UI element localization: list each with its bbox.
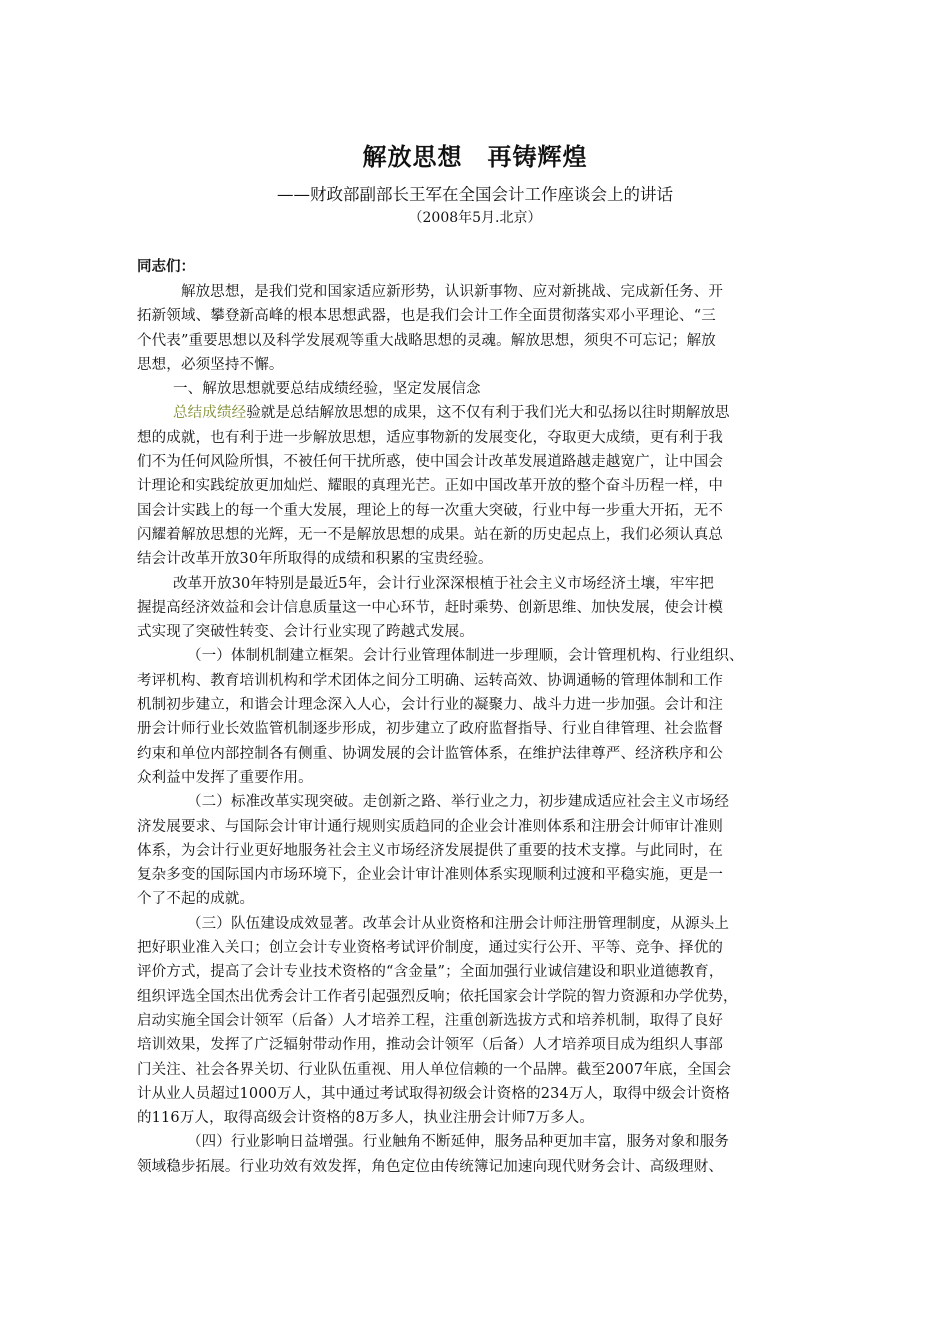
body-line: 体系，为会计行业更好地服务社会主义市场经济发展提供了重要的技术支撑。与此同时，在 <box>137 842 723 859</box>
body-line: 思想，必须坚持不懈。 <box>137 356 284 373</box>
body-line: 们不为任何风险所惧，不被任何干扰所惑，使中国会计改革发展道路越走越宽广，让中国会 <box>137 454 723 471</box>
body-line: 闪耀着解放思想的光辉，无一不是解放思想的成果。站在新的历史起点上，我们必须认真总 <box>137 526 723 543</box>
body-line: 培训效果，发挥了广泛辐射带动作用，推动会计领军（后备）人才培养项目成为组织人事部 <box>137 1037 723 1054</box>
body-line: 个了不起的成就。 <box>137 891 255 908</box>
highlighted-text: 总结成绩经 <box>173 405 247 422</box>
body-line: 解放思想，是我们党和国家适应新形势，认识新事物、应对新挑战、完成新任务、开 <box>181 284 724 300</box>
body-line: 把好职业准入关口；创立会计专业资格考试评价制度，通过实行公开、平等、竞争、择优的 <box>137 940 723 957</box>
body-line: 个代表”重要思想以及科学发展观等重大战略思想的灵魂。解放思想，须臾不可忘记；解放 <box>137 332 716 349</box>
document-date: （2008年5月.北京） <box>408 210 542 226</box>
salutation: 同志们： <box>137 258 195 275</box>
body-line: 门关注、社会各界关切、行业队伍重视、用人单位信赖的一个品牌。截至2007年底，全国会 <box>137 1061 732 1078</box>
body-line: 式实现了突破性转变、会计行业实现了跨越式发展。 <box>137 624 474 641</box>
body-line: 拓新领域、攀登新高峰的根本思想武器，也是我们会计工作全面贯彻落实邓小平理论、“三 <box>137 308 716 325</box>
body-line: （一）体制机制建立框架。会计行业管理体制进一步理顺，会计管理机构、行业组织、 <box>187 648 744 665</box>
document-title: 解放思想 再铸辉煌 <box>362 142 588 171</box>
body-line: 的116万人，取得高级会计资格的8万多人，执业注册会计师7万多人。 <box>137 1110 595 1127</box>
body-line: 结会计改革开放30年所取得的成绩和积累的宝贵经验。 <box>137 551 493 568</box>
body-line: 握提高经济效益和会计信息质量这一中心环节，赶时乘势、创新思维、加快发展，使会计模 <box>137 599 723 616</box>
body-line: 机制初步建立，和谐会计理念深入人心，会计行业的凝聚力、战斗力进一步加强。会计和注 <box>137 697 723 714</box>
body-line: （三）队伍建设成效显著。改革会计从业资格和注册会计师注册管理制度，从源头上 <box>187 915 730 932</box>
body-line: 济发展要求、与国际会计审计通行规则实质趋同的企业会计准则体系和注册会计师审计准则 <box>137 818 723 835</box>
body-line: 想的成就，也有利于进一步解放思想，适应事物新的发展变化，夺取更大成绩，更有利于我 <box>137 429 723 446</box>
body-line: 册会计师行业长效监管机制逐步形成，初步建立了政府监督指导、行业自律管理、社会监督 <box>137 721 723 738</box>
body-line <box>137 401 827 425</box>
body-line: 组织评选全国杰出优秀会计工作者引起强烈反响；依托国家会计学院的智力资源和办学优势， <box>137 988 738 1005</box>
body-line: 约束和单位内部控制各有侧重、协调发展的会计监管体系，在维护法律尊严、经济秩序和公 <box>137 745 723 762</box>
body-line: 复杂多变的国际国内市场环境下，企业会计审计准则体系实现顺利过渡和平稳实施，更是一 <box>137 867 723 884</box>
body-line: （二）标准改革实现突破。走创新之路、举行业之力，初步建成适应社会主义市场经 <box>187 794 730 811</box>
body-line: 评价方式，提高了会计专业技术资格的“含金量”；全面加强行业诚信建设和职业道德教育， <box>137 964 724 981</box>
body-line: 考评机构、教育培训机构和学术团体之间分工明确、运转高效、协调通畅的管理体制和工作 <box>137 672 723 689</box>
body-line: 国会计实践上的每一个重大发展，理论上的每一次重大突破，行业中每一步重大开拓，无不 <box>137 502 723 519</box>
body-line: 改革开放30年特别是最近5年，会计行业深深根植于社会主义市场经济土壤，牢牢把 <box>173 575 714 592</box>
body-line: 计从业人员超过1000万人，其中通过考试取得初级会计资格的234万人，取得中级会计资格 <box>137 1085 731 1102</box>
document-subtitle: ——财政部副部长王军在全国会计工作座谈会上的讲话 <box>277 185 673 204</box>
section-heading: 一、解放思想就要总结成绩经验，坚定发展信念 <box>173 381 481 398</box>
body-line-text: 验就是总结解放思想的成果，这不仅有利于我们光大和弘扬以往时期解放思 <box>246 405 730 422</box>
document-body <box>137 280 827 1179</box>
body-line: 计理论和实践绽放更加灿烂、耀眼的真理光芒。正如中国改革开放的整个奋斗历程一样，中 <box>137 478 723 495</box>
body-line: （四）行业影响日益增强。行业触角不断延伸，服务品种更加丰富，服务对象和服务 <box>187 1134 730 1151</box>
body-line: 领域稳步拓展。行业功效有效发挥，角色定位由传统簿记加速向现代财务会计、高级理财、 <box>137 1158 723 1175</box>
body-line: 启动实施全国会计领军（后备）人才培养工程，注重创新选拔方式和培养机制，取得了良好 <box>137 1012 723 1029</box>
body-line: 众利益中发挥了重要作用。 <box>137 769 313 786</box>
